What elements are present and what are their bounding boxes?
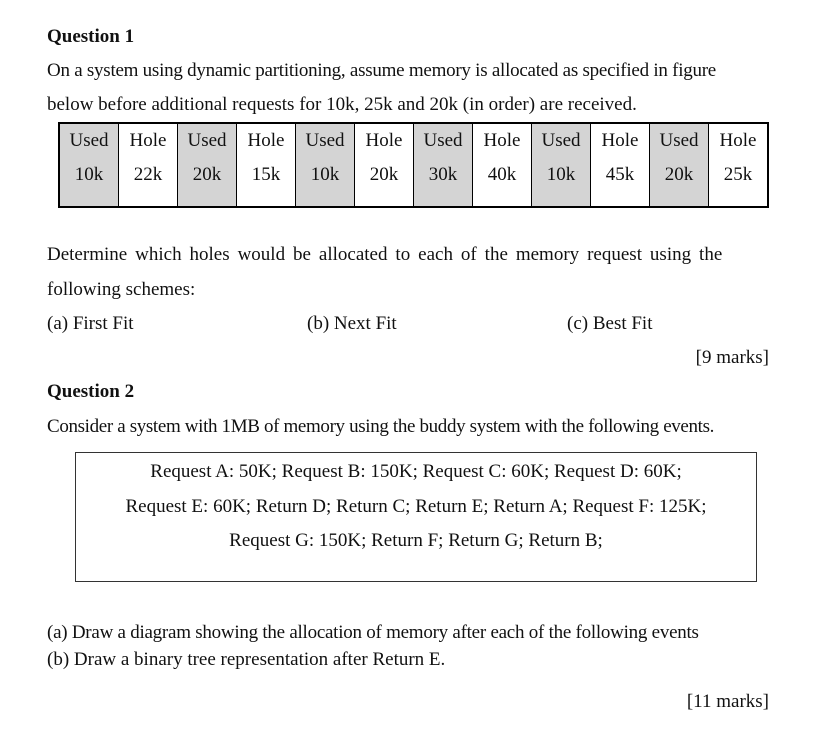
memory-block-size: 20k bbox=[664, 164, 694, 185]
memory-block-label: Used bbox=[305, 130, 345, 151]
memory-block-used bbox=[296, 124, 355, 206]
memory-block-used bbox=[650, 124, 709, 206]
memory-block-used bbox=[414, 124, 473, 206]
memory-block-hole bbox=[119, 124, 178, 206]
memory-block-used bbox=[60, 124, 119, 206]
question-2-intro: Consider a system with 1MB of memory using the buddy system with the following events. bbox=[47, 416, 715, 437]
memory-block-size: 45k bbox=[605, 164, 635, 185]
question-2-heading: Question 2 bbox=[47, 381, 135, 402]
memory-block-label: Hole bbox=[129, 130, 167, 151]
memory-block-size: 25k bbox=[723, 164, 753, 185]
memory-partition-table bbox=[58, 122, 769, 208]
memory-block-label: Used bbox=[541, 130, 581, 151]
memory-block-hole bbox=[355, 124, 414, 206]
option-first-fit: (a) First Fit bbox=[47, 313, 134, 334]
memory-block-hole bbox=[709, 124, 767, 206]
memory-block-label: Used bbox=[187, 130, 227, 151]
event-line-1: Request A: 50K; Request B: 150K; Request C: 60K; Request D: 60K; bbox=[150, 461, 682, 482]
memory-block-size: 20k bbox=[192, 164, 222, 185]
memory-block-label: Used bbox=[69, 130, 109, 151]
question-1-heading: Question 1 bbox=[47, 26, 135, 47]
memory-block-size: 22k bbox=[133, 164, 163, 185]
memory-block-hole bbox=[591, 124, 650, 206]
question-2-marks: [11 marks] bbox=[686, 691, 769, 712]
memory-block-size: 20k bbox=[369, 164, 399, 185]
question-2-part-a: (a) Draw a diagram showing the allocation of memory after each of the following events bbox=[47, 622, 699, 643]
memory-block-label: Used bbox=[659, 130, 699, 151]
memory-block-used bbox=[532, 124, 591, 206]
question-1-text-line-1: On a system using dynamic partitioning, assume memory is allocated as specified in figure bbox=[47, 60, 716, 81]
memory-block-hole bbox=[473, 124, 532, 206]
memory-block-size: 40k bbox=[487, 164, 517, 185]
memory-block-label: Hole bbox=[365, 130, 403, 151]
memory-block-label: Used bbox=[423, 130, 463, 151]
memory-block-used bbox=[178, 124, 237, 206]
question-2-part-b: (b) Draw a binary tree representation after Return E. bbox=[47, 649, 446, 670]
option-next-fit: (b) Next Fit bbox=[307, 313, 397, 334]
buddy-events-box bbox=[75, 452, 757, 582]
question-1-text-line-2: below before additional requests for 10k, 25k and 20k (in order) are received. bbox=[47, 94, 637, 115]
event-line-3: Request G: 150K; Return F; Return G; Return B; bbox=[229, 530, 603, 551]
question-1-instruction-line-1: Determine which holes would be allocated to each of the memory request using the bbox=[47, 244, 723, 265]
memory-block-hole bbox=[237, 124, 296, 206]
memory-block-label: Hole bbox=[719, 130, 757, 151]
event-line-2: Request E: 60K; Return D; Return C; Return E; Return A; Request F: 125K; bbox=[125, 496, 707, 517]
memory-block-size: 30k bbox=[428, 164, 458, 185]
question-1-instruction-line-2: following schemes: bbox=[47, 279, 196, 300]
memory-block-size: 10k bbox=[546, 164, 576, 185]
memory-block-size: 10k bbox=[310, 164, 340, 185]
memory-block-size: 15k bbox=[251, 164, 281, 185]
memory-block-label: Hole bbox=[601, 130, 639, 151]
option-best-fit: (c) Best Fit bbox=[567, 313, 653, 334]
question-1-marks: [9 marks] bbox=[695, 347, 769, 368]
memory-block-label: Hole bbox=[247, 130, 285, 151]
memory-block-label: Hole bbox=[483, 130, 521, 151]
memory-block-size: 10k bbox=[74, 164, 104, 185]
